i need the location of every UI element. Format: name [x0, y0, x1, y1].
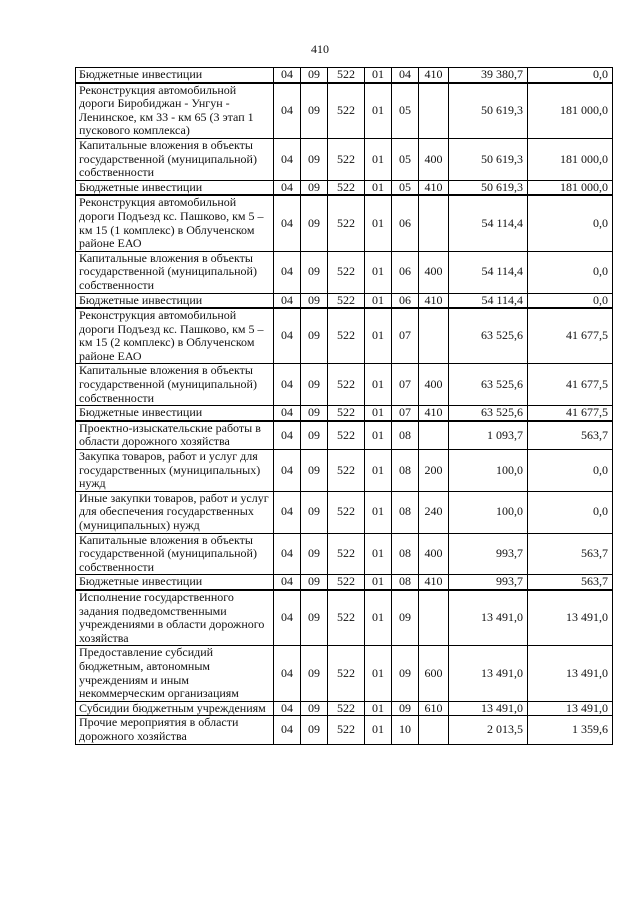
subprogram-code-cell: 01	[365, 406, 392, 421]
subprogram-code-cell: 01	[365, 83, 392, 139]
measure-code-cell: 08	[392, 421, 419, 450]
expense-type-cell: 410	[419, 293, 449, 308]
subprogram-code-cell: 01	[365, 293, 392, 308]
row-name-cell: Проектно-изыскательские работы в области дорожного хозяйства	[76, 421, 274, 450]
table-row	[76, 364, 613, 406]
target-article-cell: 522	[328, 83, 365, 139]
subprogram-code-cell: 01	[365, 195, 392, 251]
subsection-code-cell: 09	[301, 68, 328, 83]
section-code-cell: 04	[274, 716, 301, 744]
amount-year1-cell: 50 619,3	[449, 180, 528, 195]
section-code-cell: 04	[274, 701, 301, 716]
amount-year1-cell: 54 114,4	[449, 251, 528, 293]
amount-year2-cell: 1 359,6	[528, 716, 613, 744]
target-article-cell: 522	[328, 251, 365, 293]
amount-year1-cell: 2 013,5	[449, 716, 528, 744]
expense-type-cell: 410	[419, 68, 449, 83]
amount-year1-cell: 54 114,4	[449, 293, 528, 308]
measure-code-cell: 10	[392, 716, 419, 744]
expense-type-cell: 400	[419, 364, 449, 406]
subsection-code-cell: 09	[301, 83, 328, 139]
subprogram-code-cell: 01	[365, 575, 392, 590]
section-code-cell: 04	[274, 575, 301, 590]
amount-year2-cell: 0,0	[528, 195, 613, 251]
section-code-cell: 04	[274, 646, 301, 701]
measure-code-cell: 08	[392, 450, 419, 492]
target-article-cell: 522	[328, 491, 365, 533]
amount-year1-cell: 100,0	[449, 491, 528, 533]
measure-code-cell: 04	[392, 68, 419, 83]
subsection-code-cell: 09	[301, 575, 328, 590]
subprogram-code-cell: 01	[365, 308, 392, 364]
expense-type-cell: 410	[419, 575, 449, 590]
expense-type-cell	[419, 716, 449, 744]
amount-year1-cell: 63 525,6	[449, 364, 528, 406]
subprogram-code-cell: 01	[365, 590, 392, 646]
section-code-cell: 04	[274, 293, 301, 308]
expense-type-cell: 400	[419, 138, 449, 180]
measure-code-cell: 06	[392, 251, 419, 293]
row-name-cell: Бюджетные инвестиции	[76, 293, 274, 308]
expense-type-cell: 400	[419, 533, 449, 575]
row-name-cell: Капитальные вложения в объекты государственной (муниципальной) собственности	[76, 533, 274, 575]
target-article-cell: 522	[328, 180, 365, 195]
section-code-cell: 04	[274, 421, 301, 450]
row-name-cell: Предоставление субсидий бюджетным, автономным учреждениям и иным некоммерческим организациям	[76, 646, 274, 701]
measure-code-cell: 08	[392, 491, 419, 533]
target-article-cell: 522	[328, 575, 365, 590]
section-code-cell: 04	[274, 491, 301, 533]
target-article-cell: 522	[328, 68, 365, 83]
subprogram-code-cell: 01	[365, 491, 392, 533]
target-article-cell: 522	[328, 195, 365, 251]
subsection-code-cell: 09	[301, 251, 328, 293]
amount-year2-cell: 41 677,5	[528, 406, 613, 421]
subsection-code-cell: 09	[301, 364, 328, 406]
subsection-code-cell: 09	[301, 716, 328, 744]
amount-year1-cell: 63 525,6	[449, 308, 528, 364]
row-name-cell: Реконструкция автомобильной дороги Биробиджан - Унгун - Ленинское, км 33 - км 65 (3 этап 1 пускового комплекса)	[76, 83, 274, 139]
row-name-cell: Исполнение государственного задания подведомственными учреждениями в области дорожного хозяйства	[76, 590, 274, 646]
subprogram-code-cell: 01	[365, 138, 392, 180]
measure-code-cell: 07	[392, 364, 419, 406]
table-row	[76, 293, 613, 308]
table-row	[76, 251, 613, 293]
measure-code-cell: 05	[392, 83, 419, 139]
section-code-cell: 04	[274, 195, 301, 251]
row-name-cell: Бюджетные инвестиции	[76, 68, 274, 83]
measure-code-cell: 05	[392, 138, 419, 180]
measure-code-cell: 05	[392, 180, 419, 195]
table-row	[76, 308, 613, 364]
subsection-code-cell: 09	[301, 138, 328, 180]
row-name-cell: Реконструкция автомобильной дороги Подъезд кс. Пашково, км 5 – км 15 (1 комплекс) в Облученском районе ЕАО	[76, 195, 274, 251]
table-row	[76, 406, 613, 421]
section-code-cell: 04	[274, 180, 301, 195]
target-article-cell: 522	[328, 293, 365, 308]
amount-year1-cell: 1 093,7	[449, 421, 528, 450]
subsection-code-cell: 09	[301, 180, 328, 195]
amount-year2-cell: 0,0	[528, 251, 613, 293]
table-row	[76, 450, 613, 492]
amount-year2-cell: 0,0	[528, 68, 613, 83]
subprogram-code-cell: 01	[365, 251, 392, 293]
expense-type-cell: 600	[419, 646, 449, 701]
row-name-cell: Капитальные вложения в объекты государственной (муниципальной) собственности	[76, 138, 274, 180]
row-name-cell: Субсидии бюджетным учреждениям	[76, 701, 274, 716]
row-name-cell: Реконструкция автомобильной дороги Подъезд кс. Пашково, км 5 – км 15 (2 комплекс) в Облученском районе ЕАО	[76, 308, 274, 364]
amount-year1-cell: 993,7	[449, 533, 528, 575]
subsection-code-cell: 09	[301, 421, 328, 450]
subsection-code-cell: 09	[301, 701, 328, 716]
target-article-cell: 522	[328, 716, 365, 744]
section-code-cell: 04	[274, 251, 301, 293]
expense-type-cell: 410	[419, 406, 449, 421]
table-row	[76, 716, 613, 744]
budget-table	[75, 67, 613, 745]
table-row	[76, 575, 613, 590]
table-row	[76, 533, 613, 575]
amount-year2-cell: 0,0	[528, 293, 613, 308]
amount-year2-cell: 13 491,0	[528, 646, 613, 701]
measure-code-cell: 06	[392, 195, 419, 251]
section-code-cell: 04	[274, 590, 301, 646]
amount-year2-cell: 41 677,5	[528, 308, 613, 364]
amount-year2-cell: 13 491,0	[528, 701, 613, 716]
table-row	[76, 491, 613, 533]
expense-type-cell: 610	[419, 701, 449, 716]
expense-type-cell	[419, 421, 449, 450]
row-name-cell: Бюджетные инвестиции	[76, 406, 274, 421]
subprogram-code-cell: 01	[365, 364, 392, 406]
measure-code-cell: 09	[392, 590, 419, 646]
expense-type-cell: 400	[419, 251, 449, 293]
row-name-cell: Бюджетные инвестиции	[76, 180, 274, 195]
expense-type-cell	[419, 83, 449, 139]
page-number: 410	[311, 42, 329, 56]
amount-year1-cell: 39 380,7	[449, 68, 528, 83]
amount-year1-cell: 13 491,0	[449, 590, 528, 646]
table-row	[76, 195, 613, 251]
measure-code-cell: 09	[392, 646, 419, 701]
row-name-cell: Прочие мероприятия в области дорожного хозяйства	[76, 716, 274, 744]
table-body	[76, 68, 613, 745]
amount-year2-cell: 563,7	[528, 575, 613, 590]
table-row	[76, 83, 613, 139]
amount-year2-cell: 563,7	[528, 421, 613, 450]
section-code-cell: 04	[274, 406, 301, 421]
amount-year1-cell: 13 491,0	[449, 701, 528, 716]
table-row	[76, 138, 613, 180]
table-row	[76, 421, 613, 450]
amount-year2-cell: 181 000,0	[528, 138, 613, 180]
section-code-cell: 04	[274, 450, 301, 492]
subsection-code-cell: 09	[301, 406, 328, 421]
subsection-code-cell: 09	[301, 590, 328, 646]
amount-year2-cell: 181 000,0	[528, 180, 613, 195]
amount-year1-cell: 54 114,4	[449, 195, 528, 251]
subprogram-code-cell: 01	[365, 180, 392, 195]
expense-type-cell	[419, 308, 449, 364]
amount-year2-cell: 41 677,5	[528, 364, 613, 406]
subsection-code-cell: 09	[301, 491, 328, 533]
subprogram-code-cell: 01	[365, 646, 392, 701]
subprogram-code-cell: 01	[365, 421, 392, 450]
target-article-cell: 522	[328, 646, 365, 701]
subsection-code-cell: 09	[301, 308, 328, 364]
table-row	[76, 646, 613, 701]
section-code-cell: 04	[274, 83, 301, 139]
amount-year1-cell: 50 619,3	[449, 138, 528, 180]
subprogram-code-cell: 01	[365, 68, 392, 83]
section-code-cell: 04	[274, 138, 301, 180]
target-article-cell: 522	[328, 406, 365, 421]
section-code-cell: 04	[274, 364, 301, 406]
amount-year1-cell: 100,0	[449, 450, 528, 492]
subprogram-code-cell: 01	[365, 701, 392, 716]
row-name-cell: Капитальные вложения в объекты государственной (муниципальной) собственности	[76, 364, 274, 406]
target-article-cell: 522	[328, 308, 365, 364]
subprogram-code-cell: 01	[365, 533, 392, 575]
expense-type-cell	[419, 590, 449, 646]
amount-year2-cell: 563,7	[528, 533, 613, 575]
measure-code-cell: 06	[392, 293, 419, 308]
amount-year1-cell: 63 525,6	[449, 406, 528, 421]
measure-code-cell: 09	[392, 701, 419, 716]
section-code-cell: 04	[274, 533, 301, 575]
amount-year1-cell: 50 619,3	[449, 83, 528, 139]
row-name-cell: Закупка товаров, работ и услуг для государственных (муниципальных) нужд	[76, 450, 274, 492]
section-code-cell: 04	[274, 68, 301, 83]
measure-code-cell: 07	[392, 308, 419, 364]
subsection-code-cell: 09	[301, 646, 328, 701]
amount-year2-cell: 13 491,0	[528, 590, 613, 646]
section-code-cell: 04	[274, 308, 301, 364]
measure-code-cell: 07	[392, 406, 419, 421]
subsection-code-cell: 09	[301, 293, 328, 308]
amount-year2-cell: 0,0	[528, 450, 613, 492]
row-name-cell: Иные закупки товаров, работ и услуг для обеспечения государственных (муниципальных) нужд	[76, 491, 274, 533]
target-article-cell: 522	[328, 590, 365, 646]
expense-type-cell: 410	[419, 180, 449, 195]
expense-type-cell: 240	[419, 491, 449, 533]
table-row	[76, 701, 613, 716]
target-article-cell: 522	[328, 450, 365, 492]
expense-type-cell	[419, 195, 449, 251]
target-article-cell: 522	[328, 701, 365, 716]
subprogram-code-cell: 01	[365, 716, 392, 744]
subsection-code-cell: 09	[301, 450, 328, 492]
amount-year1-cell: 13 491,0	[449, 646, 528, 701]
table-row	[76, 180, 613, 195]
subsection-code-cell: 09	[301, 195, 328, 251]
row-name-cell: Капитальные вложения в объекты государственной (муниципальной) собственности	[76, 251, 274, 293]
expense-type-cell: 200	[419, 450, 449, 492]
target-article-cell: 522	[328, 533, 365, 575]
subprogram-code-cell: 01	[365, 450, 392, 492]
subsection-code-cell: 09	[301, 533, 328, 575]
row-name-cell: Бюджетные инвестиции	[76, 575, 274, 590]
amount-year2-cell: 181 000,0	[528, 83, 613, 139]
table-row	[76, 68, 613, 83]
amount-year1-cell: 993,7	[449, 575, 528, 590]
measure-code-cell: 08	[392, 575, 419, 590]
target-article-cell: 522	[328, 421, 365, 450]
target-article-cell: 522	[328, 138, 365, 180]
measure-code-cell: 08	[392, 533, 419, 575]
amount-year2-cell: 0,0	[528, 491, 613, 533]
table-row	[76, 590, 613, 646]
target-article-cell: 522	[328, 364, 365, 406]
